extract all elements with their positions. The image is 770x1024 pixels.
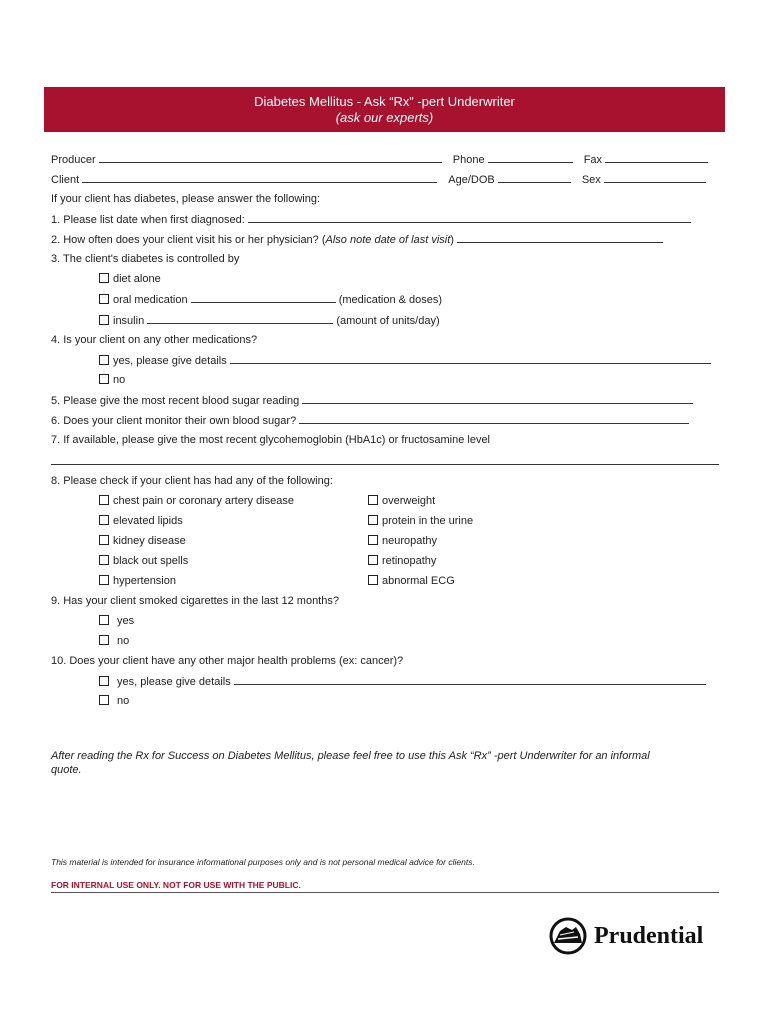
oral-note: (medication & doses): [338, 294, 443, 306]
condition-item: [368, 574, 455, 588]
q4-yes-checkbox[interactable]: [99, 355, 109, 365]
question-4: 4. Is your client on any other medications?: [51, 334, 258, 346]
condition-label: elevated lipids: [113, 515, 183, 527]
insulin-note: (amount of units/day): [336, 315, 440, 327]
question-9: 9. Has your client smoked cigarettes in the last 12 months?: [51, 595, 339, 607]
q10-details-field[interactable]: [234, 674, 706, 685]
q9-no-label: no: [117, 635, 130, 647]
q4-yes-option: [99, 353, 711, 368]
fax-label: Fax: [583, 154, 603, 166]
oral-option: [99, 292, 442, 307]
condition-checkbox[interactable]: [368, 495, 378, 505]
physician-visit-field[interactable]: [457, 232, 663, 243]
phone-field[interactable]: [488, 152, 573, 163]
question-6: [51, 413, 689, 428]
insulin-label: insulin: [113, 315, 145, 327]
disclaimer: This material is intended for insurance informational purposes only and is not personal medical advice for clients.: [51, 857, 475, 867]
question-2: [51, 232, 663, 247]
condition-checkbox[interactable]: [99, 575, 109, 585]
client-field[interactable]: [82, 172, 437, 183]
q9-yes-option: [99, 614, 134, 628]
condition-label: black out spells: [113, 555, 189, 567]
condition-checkbox[interactable]: [368, 555, 378, 565]
question-2-close: ): [450, 234, 454, 246]
question-7: 7. If available, please give the most recent glycohemoglobin (HbA1c) or fructosamine level: [51, 434, 491, 446]
condition-checkbox[interactable]: [99, 535, 109, 545]
question-2-note: Also note date of last visit: [325, 234, 451, 246]
q4-yes-label: yes, please give details: [113, 355, 227, 367]
condition-item: [99, 554, 188, 568]
q9-yes-checkbox[interactable]: [99, 615, 109, 625]
diagnosis-date-field[interactable]: [248, 212, 691, 223]
phone-label: Phone: [452, 154, 485, 166]
question-2-label: 2. How often does your client visit his or her physician? (: [51, 234, 326, 246]
q9-no-checkbox[interactable]: [99, 635, 109, 645]
condition-item: [99, 534, 186, 548]
insulin-field[interactable]: [147, 313, 333, 324]
intro-text: If your client has diabetes, please answer the following:: [51, 193, 321, 205]
producer-row: [51, 152, 708, 167]
question-5-label: 5. Please give the most recent blood sugar reading: [51, 395, 300, 407]
rock-icon: [548, 917, 588, 955]
condition-label: protein in the urine: [382, 515, 474, 527]
q7-answer-line[interactable]: [51, 464, 719, 465]
q4-no-option: [99, 373, 125, 387]
condition-item: [99, 574, 176, 588]
question-10: 10. Does your client have any other major health problems (ex: cancer)?: [51, 655, 404, 667]
form-title: Diabetes Mellitus - Ask “Rx” -pert Underwriter: [254, 94, 515, 109]
footer-divider: [51, 892, 719, 893]
q10-yes-checkbox[interactable]: [99, 676, 109, 686]
question-1-label: 1. Please list date when first diagnosed:: [51, 214, 245, 226]
oral-checkbox[interactable]: [99, 294, 109, 304]
diet-checkbox[interactable]: [99, 273, 109, 283]
sex-label: Sex: [581, 174, 601, 186]
condition-checkbox[interactable]: [99, 555, 109, 565]
insulin-option: [99, 313, 440, 328]
oral-medication-field[interactable]: [191, 292, 336, 303]
q9-no-option: [99, 634, 129, 648]
q10-no-option: [99, 694, 129, 708]
closing-text-line-1: After reading the Rx for Success on Diabetes Mellitus, please feel free to use this Ask “Rx” -pert Underwriter for an informal: [51, 750, 650, 762]
q10-no-checkbox[interactable]: [99, 695, 109, 705]
q10-no-label: no: [117, 695, 130, 707]
condition-label: kidney disease: [113, 535, 186, 547]
prudential-logo: [548, 917, 703, 955]
blood-sugar-field[interactable]: [302, 393, 693, 404]
form-subtitle: (ask our experts): [335, 110, 434, 125]
insulin-checkbox[interactable]: [99, 315, 109, 325]
condition-label: overweight: [382, 495, 436, 507]
diet-label: diet alone: [113, 273, 161, 285]
condition-checkbox[interactable]: [368, 535, 378, 545]
question-1: [51, 212, 691, 227]
condition-label: chest pain or coronary artery disease: [113, 495, 294, 507]
logo-wordmark: Prudential: [594, 922, 704, 949]
condition-item: [99, 494, 294, 508]
condition-label: hypertension: [113, 575, 176, 587]
condition-item: [368, 554, 436, 568]
title-banner: [44, 87, 725, 132]
sex-field[interactable]: [604, 172, 706, 183]
monitor-field[interactable]: [299, 413, 689, 424]
q9-yes-label: yes: [117, 615, 135, 627]
fax-field[interactable]: [605, 152, 708, 163]
q4-details-field[interactable]: [230, 353, 711, 364]
diet-option: [99, 272, 161, 286]
condition-item: [368, 534, 437, 548]
condition-item: [99, 514, 183, 528]
condition-checkbox[interactable]: [368, 515, 378, 525]
question-3: 3. The client's diabetes is controlled by: [51, 253, 240, 265]
question-6-label: 6. Does your client monitor their own blood sugar?: [51, 415, 297, 427]
age-dob-field[interactable]: [498, 172, 571, 183]
producer-field[interactable]: [99, 152, 442, 163]
client-label: Client: [51, 174, 80, 186]
question-5: [51, 393, 693, 408]
condition-label: neuropathy: [382, 535, 438, 547]
age-dob-label: Age/DOB: [448, 174, 495, 186]
condition-item: [368, 494, 435, 508]
closing-text-line-2: quote.: [51, 764, 82, 776]
q10-yes-label: yes, please give details: [117, 676, 231, 688]
q4-no-checkbox[interactable]: [99, 374, 109, 384]
oral-label: oral medication: [113, 294, 188, 306]
question-8: 8. Please check if your client has had any of the following:: [51, 475, 333, 487]
q10-yes-option: [99, 674, 706, 689]
condition-checkbox[interactable]: [99, 515, 109, 525]
condition-label: retinopathy: [382, 555, 437, 567]
internal-use-notice: FOR INTERNAL USE ONLY. NOT FOR USE WITH THE PUBLIC.: [51, 880, 301, 890]
condition-item: [368, 514, 473, 528]
client-row: [51, 172, 706, 187]
condition-checkbox[interactable]: [99, 495, 109, 505]
q4-no-label: no: [113, 374, 126, 386]
condition-checkbox[interactable]: [368, 575, 378, 585]
producer-label: Producer: [51, 154, 96, 166]
condition-label: abnormal ECG: [382, 575, 455, 587]
